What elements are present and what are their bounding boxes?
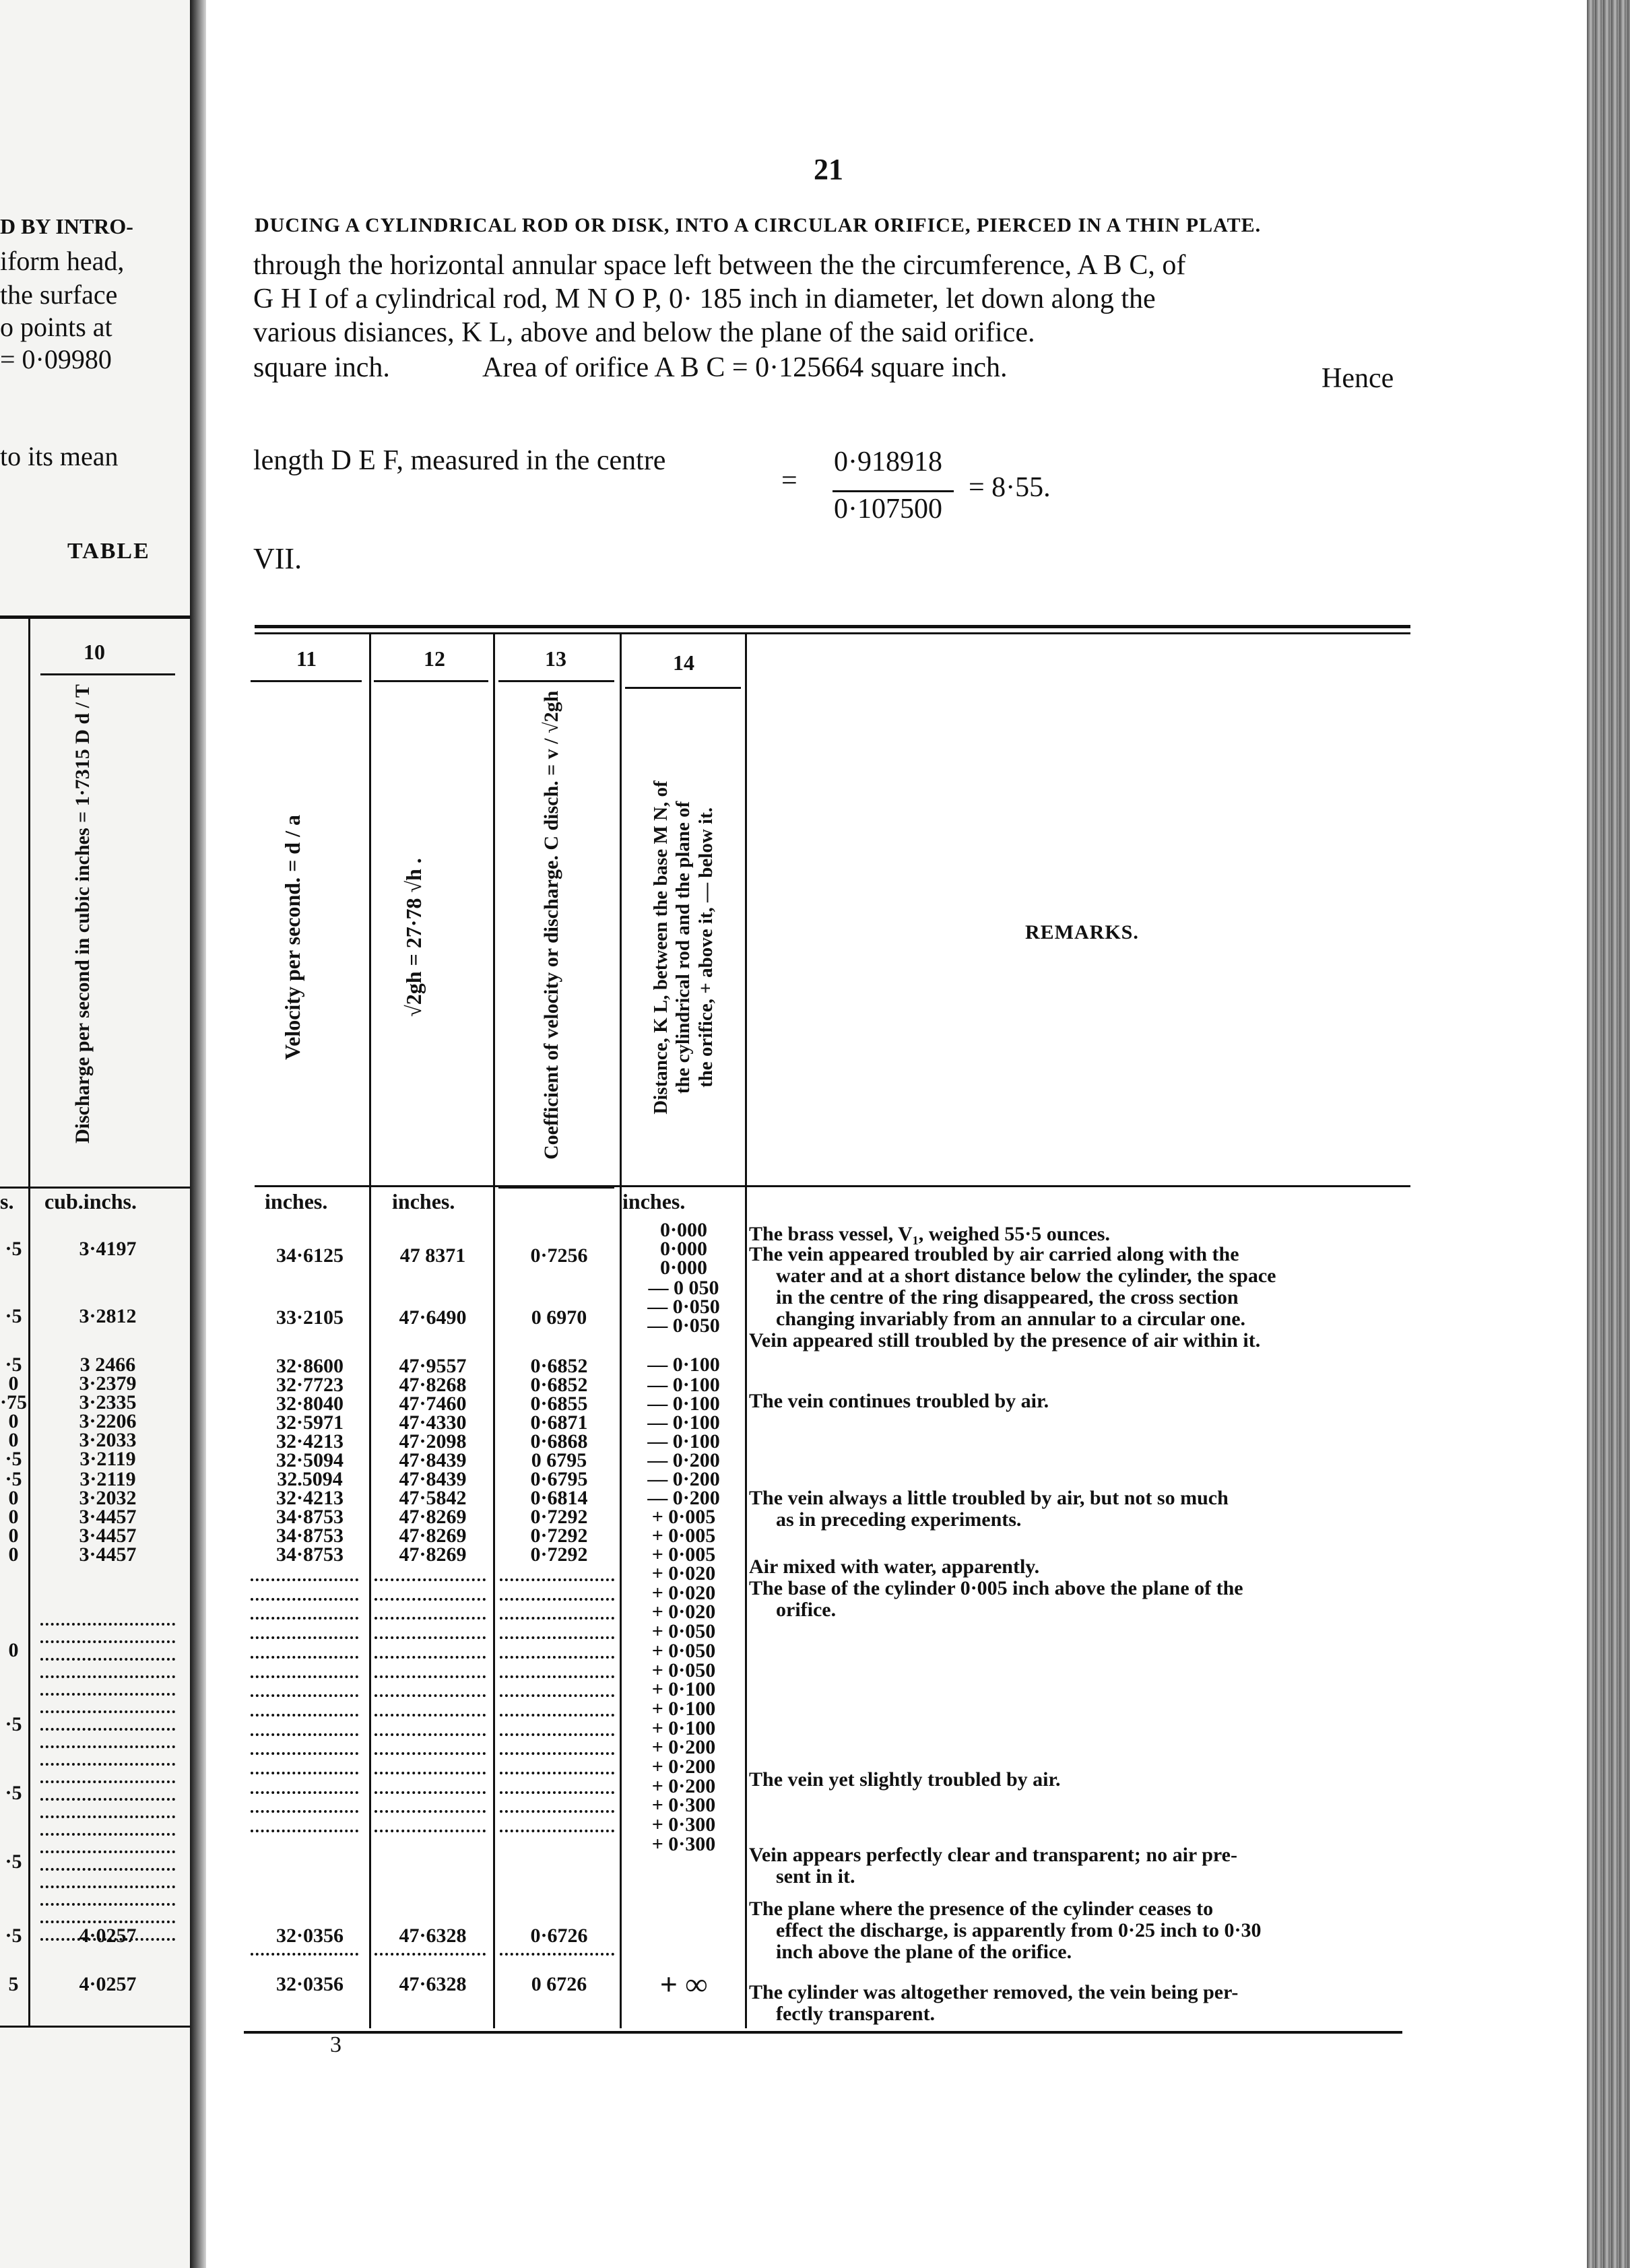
dotted-leader — [251, 1772, 358, 1774]
velocity-cell: 34·8753 — [275, 1543, 344, 1566]
left-col10-cell: 3·4457 — [79, 1543, 137, 1566]
distance-cell: + 0·020 — [651, 1601, 716, 1624]
dotted-leader — [251, 1578, 358, 1581]
dotted-leader — [251, 1830, 358, 1832]
coefficient-cell: 0·6795 — [530, 1468, 588, 1490]
dotted-leader — [251, 1791, 358, 1794]
remark-line: The plane where the presence of the cylinder ceases to — [749, 1898, 1214, 1920]
left-col9-cell: 0 — [8, 1525, 19, 1547]
velocity-cell: 32·4213 — [275, 1430, 344, 1453]
dotted-leader — [374, 1636, 486, 1639]
distance-cell: 0·000 — [659, 1238, 707, 1260]
left-col9-cell: ·5 — [5, 1468, 22, 1490]
col14-unit: inches. — [622, 1189, 686, 1213]
col13-header: Coefficient of velocity or discharge. C disch. = v / √2gh — [540, 690, 562, 1160]
left-col9-cell: ·5 — [5, 1925, 22, 1947]
velocity-cell: 32·7723 — [275, 1374, 344, 1396]
col-divider-11-12 — [369, 634, 371, 2028]
dotted-leader — [500, 1617, 614, 1620]
velocity-cell: 32·0356 — [275, 1973, 344, 1995]
distance-cell: — 0 050 — [648, 1277, 719, 1299]
left-col9-cell: ·5 — [5, 1713, 22, 1735]
remark-line: sent in it. — [776, 1865, 855, 1888]
left-table-label: TABLE — [67, 539, 150, 564]
left-col10-cell: 3·4457 — [79, 1525, 137, 1547]
remark-line: changing invariably from an annular to a circular one. — [776, 1308, 1246, 1330]
coefficient-cell: 0 6726 — [531, 1973, 587, 1995]
left-page-fragment — [0, 0, 190, 2268]
left-col9-cell: ·5 — [5, 1238, 22, 1260]
left-line-6: to its mean — [0, 441, 119, 471]
col11-number: 11 — [296, 646, 317, 671]
left-line-2: iform head, — [0, 246, 125, 276]
left-col10-cell: 3·2206 — [79, 1410, 137, 1432]
left-col10-cell: 3 2466 — [79, 1354, 136, 1376]
sqrt2gh-cell: 47·7460 — [399, 1393, 467, 1415]
dotted-leader — [251, 1953, 358, 1956]
velocity-cell: 32·4213 — [275, 1487, 344, 1509]
left-col10-cell: 3·2812 — [79, 1305, 137, 1327]
dotted-leader — [500, 1694, 614, 1697]
left-col10-cell: 3·2335 — [79, 1391, 137, 1413]
left-col10-cell: 3·2033 — [79, 1429, 137, 1451]
distance-cell: + 0·200 — [651, 1736, 716, 1759]
coefficient-cell: 0 6970 — [531, 1306, 587, 1329]
remark-line: The vein yet slightly troubled by air. — [749, 1768, 1061, 1791]
left-col10-cell: 3·4197 — [79, 1238, 137, 1260]
dotted-leader — [374, 1733, 486, 1736]
velocity-cell: 32.5094 — [277, 1468, 343, 1490]
coefficient-cell: 0·6852 — [530, 1355, 588, 1377]
coefficient-cell: 0·6852 — [530, 1374, 588, 1396]
dotted-leader — [251, 1598, 358, 1601]
left-col9-cell: 0 — [8, 1639, 19, 1661]
intro-line-3: various disiances, K L, above and below the plane of the said orifice. — [253, 317, 1035, 348]
distance-cell: — 0·100 — [647, 1430, 720, 1453]
remark-line: The base of the cylinder 0·005 inch above the plane of the — [749, 1577, 1243, 1599]
distance-cell: + 0·300 — [651, 1832, 716, 1855]
dotted-leader — [40, 1640, 175, 1643]
sqrt2gh-cell: 47·8268 — [399, 1374, 467, 1396]
coefficient-cell: 0·6871 — [530, 1411, 588, 1434]
dotted-leader — [500, 1752, 614, 1755]
distance-cell: — 0·050 — [647, 1296, 720, 1318]
left-col10-cell: 4·0257 — [79, 1973, 137, 1995]
dotted-leader — [374, 1656, 486, 1659]
distance-cell: — 0·200 — [647, 1487, 720, 1509]
dotted-leader — [500, 1810, 614, 1813]
dotted-leader — [374, 1694, 486, 1697]
left-col10-cell: 4·0257 — [79, 1925, 137, 1947]
left-bottom-rule — [0, 2026, 190, 2028]
left-col10-rule — [40, 673, 175, 675]
col-divider-12-13 — [493, 634, 495, 2028]
remark-line: water and at a short distance below the cylinder, the space — [776, 1265, 1276, 1287]
distance-cell: — 0·100 — [647, 1411, 720, 1434]
sqrt2gh-cell: 47·4330 — [399, 1411, 467, 1434]
sqrt2gh-cell: 47·8269 — [399, 1506, 467, 1528]
coefficient-cell: 0 6795 — [531, 1449, 587, 1471]
col14-header-line-1: Distance, K L, between the base M N, of — [650, 780, 672, 1114]
velocity-cell: 34·8753 — [275, 1506, 344, 1528]
left-unit-rule — [0, 1187, 190, 1189]
col13-num-rule — [498, 680, 614, 682]
dotted-leader — [251, 1752, 358, 1755]
left-col9-cell: ·5 — [5, 1354, 22, 1376]
left-col10-cell: 3·4457 — [79, 1506, 137, 1528]
dotted-leader — [40, 1903, 175, 1906]
dotted-leader — [500, 1830, 614, 1832]
distance-cell: — 0·050 — [647, 1314, 720, 1337]
fraction-bar — [833, 490, 954, 492]
distance-cell: + 0·300 — [651, 1813, 716, 1836]
left-line-3: the surface — [0, 279, 118, 310]
dotted-leader — [374, 1772, 486, 1774]
left-col9-cell: 0 — [8, 1372, 19, 1395]
left-col10-header: Discharge per second in cubic inches = 1·7315 D d / T — [71, 684, 94, 1143]
left-col9-cell: 0 — [8, 1410, 19, 1432]
velocity-cell: 32·5094 — [275, 1449, 344, 1471]
remark-line: inch above the plane of the orifice. — [776, 1941, 1072, 1963]
sqrt2gh-cell: 47·8269 — [399, 1525, 467, 1547]
dotted-leader — [500, 1714, 614, 1716]
dotted-leader — [374, 1953, 486, 1956]
left-col10-cell: 3·2379 — [79, 1372, 137, 1395]
sqrt2gh-cell: 47 8371 — [399, 1244, 466, 1267]
dotted-leader — [40, 1693, 175, 1696]
dotted-leader — [374, 1578, 486, 1581]
dotted-leader — [251, 1714, 358, 1716]
intro-line-1: through the horizontal annular space left between the the circumference, A B C, of — [253, 250, 1186, 281]
distance-cell: — 0·100 — [647, 1354, 720, 1376]
remarks-header: REMARKS. — [1025, 921, 1139, 943]
velocity-cell: 34·6125 — [275, 1244, 344, 1267]
distance-cell: + 0·050 — [651, 1639, 716, 1662]
coefficient-cell: 0·6726 — [530, 1925, 588, 1947]
length-text: length D E F, measured in the centre — [253, 445, 666, 476]
left-col9-cell: ·5 — [5, 1850, 22, 1873]
col12-num-rule — [374, 680, 488, 682]
dotted-leader — [40, 1623, 175, 1626]
remark-line: orifice. — [776, 1599, 837, 1621]
dotted-leader — [251, 1810, 358, 1813]
left-col9-cell: 0 — [8, 1543, 19, 1566]
dotted-leader — [251, 1694, 358, 1697]
distance-cell: + 0·005 — [651, 1525, 716, 1547]
distance-cell: + 0·050 — [651, 1620, 716, 1643]
left-col10-cell: 3·2032 — [79, 1487, 137, 1509]
dotted-leader — [374, 1810, 486, 1813]
dotted-leader — [40, 1938, 175, 1941]
dotted-leader — [374, 1675, 486, 1678]
dotted-leader — [251, 1656, 358, 1659]
distance-cell: — 0·200 — [647, 1449, 720, 1471]
sqrt2gh-cell: 47·9557 — [399, 1355, 467, 1377]
dotted-leader — [374, 1830, 486, 1832]
col12-number: 12 — [424, 646, 445, 671]
length-equals: = — [781, 465, 797, 496]
velocity-cell: 32·8040 — [275, 1393, 344, 1415]
velocity-cell: 33·2105 — [275, 1306, 344, 1329]
left-col10-cell: 3·2119 — [79, 1468, 136, 1490]
dotted-leader — [40, 1763, 175, 1766]
sqrt2gh-cell: 47·2098 — [399, 1430, 467, 1453]
remark-line: The vein continues troubled by air. — [749, 1390, 1049, 1412]
coefficient-cell: 0·7292 — [530, 1543, 588, 1566]
coefficient-cell: 0·7292 — [530, 1525, 588, 1547]
coefficient-cell: 0·6868 — [530, 1430, 588, 1453]
left-col10-number: 10 — [84, 640, 105, 664]
sqrt2gh-cell: 47·6328 — [399, 1925, 467, 1947]
dotted-leader — [40, 1868, 175, 1871]
velocity-cell: 32·0356 — [275, 1925, 344, 1947]
dotted-leader — [374, 1617, 486, 1620]
dotted-leader — [251, 1617, 358, 1620]
col14-number: 14 — [673, 651, 694, 675]
distance-cell: — 0·200 — [647, 1468, 720, 1490]
dotted-leader — [500, 1791, 614, 1794]
distance-cell: + 0·200 — [651, 1756, 716, 1778]
col14-header — [650, 725, 738, 1170]
distance-cell: + 0·300 — [651, 1794, 716, 1817]
dotted-leader — [40, 1850, 175, 1853]
sqrt2gh-cell: 47·8439 — [399, 1449, 467, 1471]
distance-cell: + 0·005 — [651, 1506, 716, 1528]
dotted-leader — [40, 1921, 175, 1923]
page-number: 21 — [814, 153, 843, 186]
distance-cell: — 0·100 — [647, 1374, 720, 1396]
sqrt2gh-cell: 47·6490 — [399, 1306, 467, 1329]
distance-cell: + 0·050 — [651, 1659, 716, 1681]
dotted-leader — [500, 1675, 614, 1678]
left-col10-cell: 3·2119 — [79, 1448, 136, 1470]
sqrt2gh-cell: 47·8269 — [399, 1543, 467, 1566]
dotted-leader — [374, 1752, 486, 1755]
col11-num-rule — [251, 680, 362, 682]
velocity-cell: 32·5971 — [275, 1411, 344, 1434]
table-label: VII. — [253, 542, 302, 575]
area-line-main: Area of orifice A B C = 0·125664 square inch. — [482, 352, 1008, 383]
distance-cell: + 0·100 — [651, 1678, 716, 1701]
distance-cell: 0·000 — [659, 1219, 707, 1241]
col12-unit: inches. — [392, 1189, 455, 1213]
left-col9-cell: 5 — [8, 1973, 19, 1995]
remark-line: The vein appeared troubled by air carried along with the — [749, 1243, 1239, 1265]
col13-number: 13 — [545, 646, 566, 671]
left-col9-cell: 0 — [8, 1429, 19, 1451]
coefficient-cell: 0·6855 — [530, 1393, 588, 1415]
left-col-divider — [28, 619, 30, 2026]
remark-line: fectly transparent. — [776, 2003, 936, 2025]
dotted-leader — [500, 1772, 614, 1774]
distance-cell: + 0·100 — [651, 1716, 716, 1739]
dotted-leader — [251, 1733, 358, 1736]
dotted-leader — [40, 1798, 175, 1801]
distance-cell: + 0·020 — [651, 1581, 716, 1604]
length-numerator: 0·918918 — [834, 446, 942, 477]
distance-cell: + 0·200 — [651, 1774, 716, 1797]
distance-cell: + ∞ — [659, 1967, 708, 2001]
left-col9-cell: ·5 — [5, 1782, 22, 1804]
dotted-leader — [374, 1714, 486, 1716]
length-result: = 8·55. — [969, 472, 1051, 503]
distance-cell: + 0·020 — [651, 1562, 716, 1585]
left-col9-cell: 0 — [8, 1487, 19, 1509]
remark-line: Vein appears perfectly clear and transparent; no air pre- — [749, 1844, 1237, 1866]
dotted-leader — [500, 1656, 614, 1659]
left-line-4: o points at — [0, 312, 112, 342]
dotted-leader — [251, 1675, 358, 1678]
dotted-leader — [40, 1710, 175, 1713]
coefficient-cell: 0·7256 — [530, 1244, 588, 1267]
dotted-leader — [40, 1658, 175, 1661]
col11-unit: inches. — [265, 1189, 328, 1213]
area-line-prefix: square inch. — [253, 352, 390, 383]
left-col9-cell: 0 — [8, 1506, 19, 1528]
dotted-leader — [500, 1636, 614, 1639]
remark-line: The brass vessel, V₁, weighed 55·5 ounces. — [749, 1223, 1110, 1245]
distance-cell: + 0·100 — [651, 1697, 716, 1720]
col11-header: Velocity per second. = d / a — [280, 815, 304, 1061]
col-divider-13-14 — [620, 634, 622, 2028]
coefficient-cell: 0·7292 — [530, 1506, 588, 1528]
left-col10-unit: cub.inchs. — [44, 1189, 137, 1213]
dotted-leader — [374, 1598, 486, 1601]
remark-line: Vein appeared still troubled by the presence of air within it. — [749, 1329, 1261, 1352]
dotted-leader — [40, 1675, 175, 1678]
left-col9-cell: ·75 — [0, 1391, 28, 1413]
left-line-5: = 0·09980 — [0, 344, 112, 374]
dotted-leader — [40, 1780, 175, 1783]
page-edge — [1587, 0, 1630, 2268]
remark-line: The vein always a little troubled by air, but not so much — [749, 1487, 1229, 1509]
sqrt2gh-cell: 47·6328 — [399, 1973, 467, 1995]
col12-header: √2gh = 27·78 √h . — [401, 858, 426, 1017]
left-line-1: D BY INTRO- — [0, 214, 133, 238]
remark-line: as in preceding experiments. — [776, 1508, 1022, 1531]
left-col9-cell: ·5 — [5, 1305, 22, 1327]
distance-cell: — 0·100 — [647, 1393, 720, 1415]
length-denominator: 0·107500 — [834, 494, 942, 525]
remark-line: effect the discharge, is apparently from 0·25 inch to 0·30 — [776, 1919, 1262, 1941]
col-divider-14-remarks — [745, 634, 747, 2028]
table-bottom-rule — [244, 2031, 1402, 2034]
dotted-leader — [500, 1578, 614, 1581]
left-col9-unit: s. — [0, 1189, 14, 1213]
coefficient-cell: 0·6814 — [530, 1487, 588, 1509]
dotted-leader — [500, 1598, 614, 1601]
dotted-leader — [40, 1745, 175, 1748]
section-header: DUCING A CYLINDRICAL ROD OR DISK, INTO A CIRCULAR ORIFICE, PIERCED IN A THIN PLATE. — [255, 214, 1262, 236]
dotted-leader — [40, 1833, 175, 1836]
sqrt2gh-cell: 47·5842 — [399, 1487, 467, 1509]
sqrt2gh-cell: 47·8439 — [399, 1468, 467, 1490]
dotted-leader — [40, 1886, 175, 1888]
table-top-rule-2 — [255, 632, 1410, 634]
distance-cell: 0·000 — [659, 1257, 707, 1279]
table-top-rule — [255, 625, 1410, 628]
dotted-leader — [374, 1791, 486, 1794]
col13-unit-rule — [498, 1187, 614, 1189]
header-bottom-rule — [255, 1185, 1410, 1187]
remark-line: in the centre of the ring disappeared, the cross section — [776, 1286, 1239, 1308]
col14-header-line-3: the orifice, + above it, — below it. — [694, 807, 717, 1088]
dotted-leader — [40, 1815, 175, 1818]
velocity-cell: 34·8753 — [275, 1525, 344, 1547]
distance-cell: + 0·005 — [651, 1543, 716, 1566]
left-col9-cell: ·5 — [5, 1448, 22, 1470]
signature-mark: 3 — [330, 2032, 341, 2057]
velocity-cell: 32·8600 — [275, 1355, 344, 1377]
dotted-leader — [500, 1733, 614, 1736]
dotted-leader — [40, 1728, 175, 1731]
col14-header-line-2: the cylindrical rod and the plane of — [672, 801, 694, 1094]
area-line-hence: Hence — [1322, 363, 1394, 394]
intro-line-2: G H I of a cylindrical rod, M N O P, 0· 185 inch in diameter, let down along the — [253, 284, 1156, 314]
col14-num-rule — [625, 687, 741, 689]
remark-line: Air mixed with water, apparently. — [749, 1556, 1040, 1578]
remark-line: The cylinder was altogether removed, the vein being per- — [749, 1981, 1239, 2003]
dotted-leader — [251, 1636, 358, 1639]
dotted-leader — [500, 1953, 614, 1956]
book-gutter — [190, 0, 206, 2268]
